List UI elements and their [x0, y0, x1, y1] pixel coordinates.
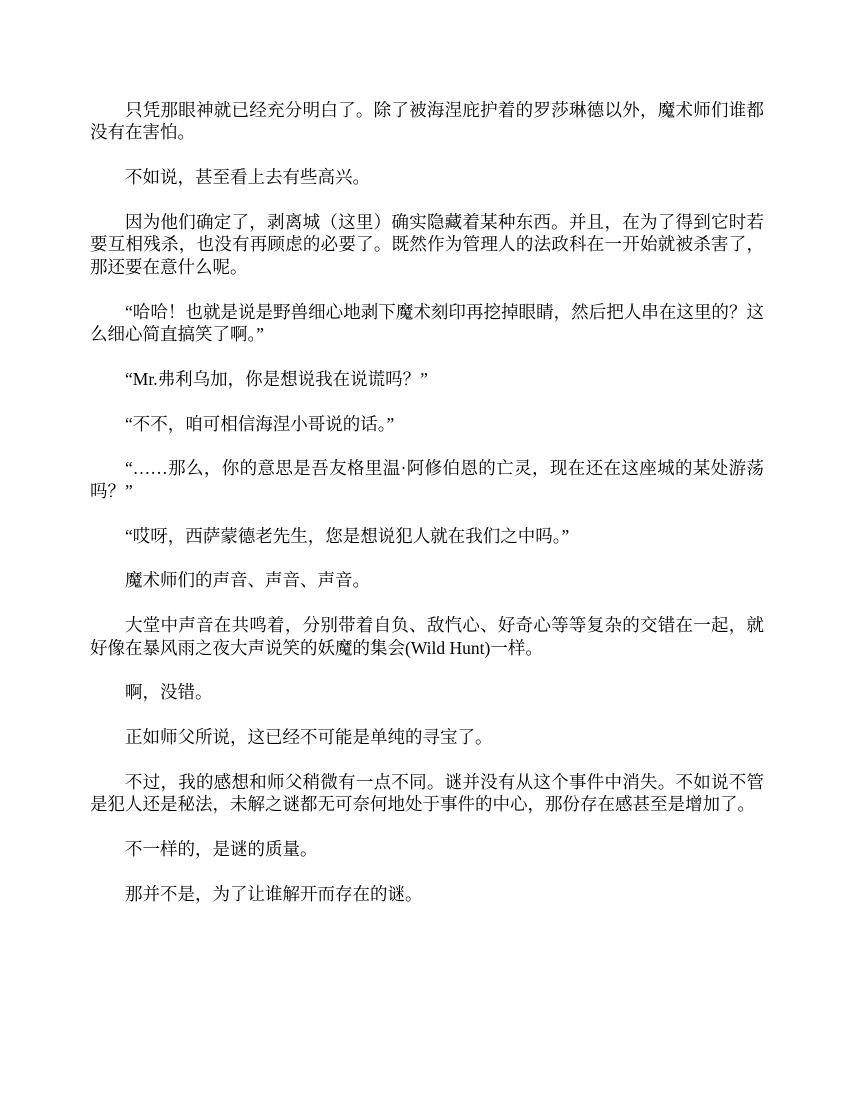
paragraph: “Mr.弗利乌加，你是想说我在说谎吗？”: [125, 368, 428, 389]
paragraph: 不如说，甚至看上去有些高兴。: [125, 167, 370, 188]
paragraph: 不过，我的感想和师父稍微有一点不同。谜并没有从这个事件中消失。不如说不管是犯人还是秘法，未解之谜都无可奈何地处于事件的中心，那份存在感甚至是增加了。: [90, 772, 764, 815]
paragraph: 啊，没错。: [125, 682, 213, 703]
paragraph: “哎呀，西萨蒙德老先生，您是想说犯人就在我们之中吗。”: [125, 525, 570, 546]
paragraph: 因为他们确定了，剥离城（这里）确实隐藏着某种东西。并且，在为了得到它时若要互相残杀，也没有再顾虑的必要了。既然作为管理人的法政科在一开始就被杀害了，那还要在意什么呢。: [90, 212, 764, 277]
paragraph: 魔术师们的声音、声音、声音。: [125, 570, 370, 591]
paragraph: 大堂中声音在共鸣着，分别带着自负、敌忾心、好奇心等等复杂的交错在一起，就好像在暴风雨之夜大声说笑的妖魔的集会(Wild Hunt)一样。: [90, 615, 764, 658]
paragraph: “不不，咱可相信海涅小哥说的话。”: [125, 413, 395, 434]
paragraph: 那并不是，为了让谁解开而存在的谜。: [125, 884, 423, 904]
paragraph: “……那么，你的意思是吾友格里温·阿修伯恩的亡灵，现在还在这座城的某处游荡吗？”: [90, 458, 764, 501]
paragraph: 不一样的，是谜的质量。: [125, 839, 318, 860]
paragraph: 正如师父所说，这已经不可能是单纯的寻宝了。: [125, 727, 493, 748]
paragraph: 只凭那眼神就已经充分明白了。除了被海涅庇护着的罗莎琳德以外，魔术师们谁都没有在害怕。: [90, 100, 764, 143]
text-body: [90, 99, 764, 905]
paragraph: “哈哈！也就是说是野兽细心地剥下魔术刻印再挖掉眼睛，然后把人串在这里的？这么细心简直搞笑了啊。”: [90, 301, 764, 345]
